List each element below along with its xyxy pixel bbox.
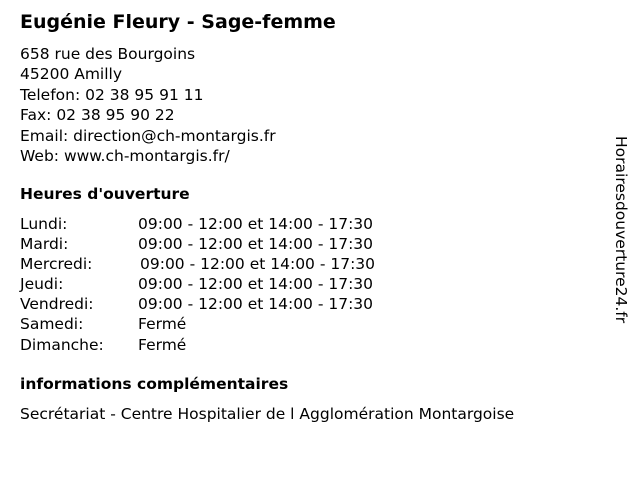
- hours-value: Fermé: [138, 315, 187, 334]
- email-line: Email: direction@ch-montargis.fr: [20, 126, 276, 145]
- fax-line: Fax: 02 38 95 90 22: [20, 106, 175, 125]
- hours-value: Fermé: [138, 335, 187, 354]
- day-label: Vendredi:: [20, 295, 94, 314]
- hours-row-monday: [20, 214, 440, 234]
- contact-block: [20, 44, 276, 166]
- hours-row-saturday: [20, 314, 440, 334]
- hours-value: 09:00 - 12:00 et 14:00 - 17:30: [138, 275, 374, 294]
- page-title: Eugénie Fleury - Sage-femme: [20, 11, 336, 33]
- hours-value: 09:00 - 12:00 et 14:00 - 17:30: [138, 215, 374, 233]
- hours-row-sunday: [20, 335, 440, 355]
- day-label: Mardi:: [20, 235, 69, 254]
- day-label: Samedi:: [20, 315, 84, 334]
- opening-hours-table: [20, 214, 440, 355]
- additional-info-text: Secrétariat - Centre Hospitalier de l Agglomération Montargoise: [20, 405, 515, 423]
- hours-row-tuesday: [20, 234, 440, 254]
- additional-info-heading: informations complémentaires: [20, 375, 289, 393]
- hours-row-friday: [20, 294, 440, 314]
- hours-value: 09:00 - 12:00 et 14:00 - 17:30: [140, 255, 376, 274]
- web-line: Web: www.ch-montargis.fr/: [20, 146, 230, 165]
- hours-row-wednesday: [20, 254, 440, 274]
- hours-value: 09:00 - 12:00 et 14:00 - 17:30: [138, 235, 374, 254]
- opening-hours-heading: Heures d'ouverture: [20, 185, 190, 203]
- hours-value: 09:00 - 12:00 et 14:00 - 17:30: [138, 295, 374, 314]
- hours-row-thursday: [20, 274, 440, 294]
- day-label: Lundi:: [20, 215, 68, 233]
- address-street: 658 rue des Bourgoins: [20, 45, 196, 63]
- day-label: Mercredi:: [20, 255, 93, 274]
- address-city: 45200 Amilly: [20, 65, 123, 84]
- phone-line: Telefon: 02 38 95 91 11: [20, 85, 204, 104]
- site-watermark: Horairesdouverture24.fr: [612, 136, 630, 324]
- day-label: Dimanche:: [20, 335, 104, 354]
- day-label: Jeudi:: [20, 275, 64, 294]
